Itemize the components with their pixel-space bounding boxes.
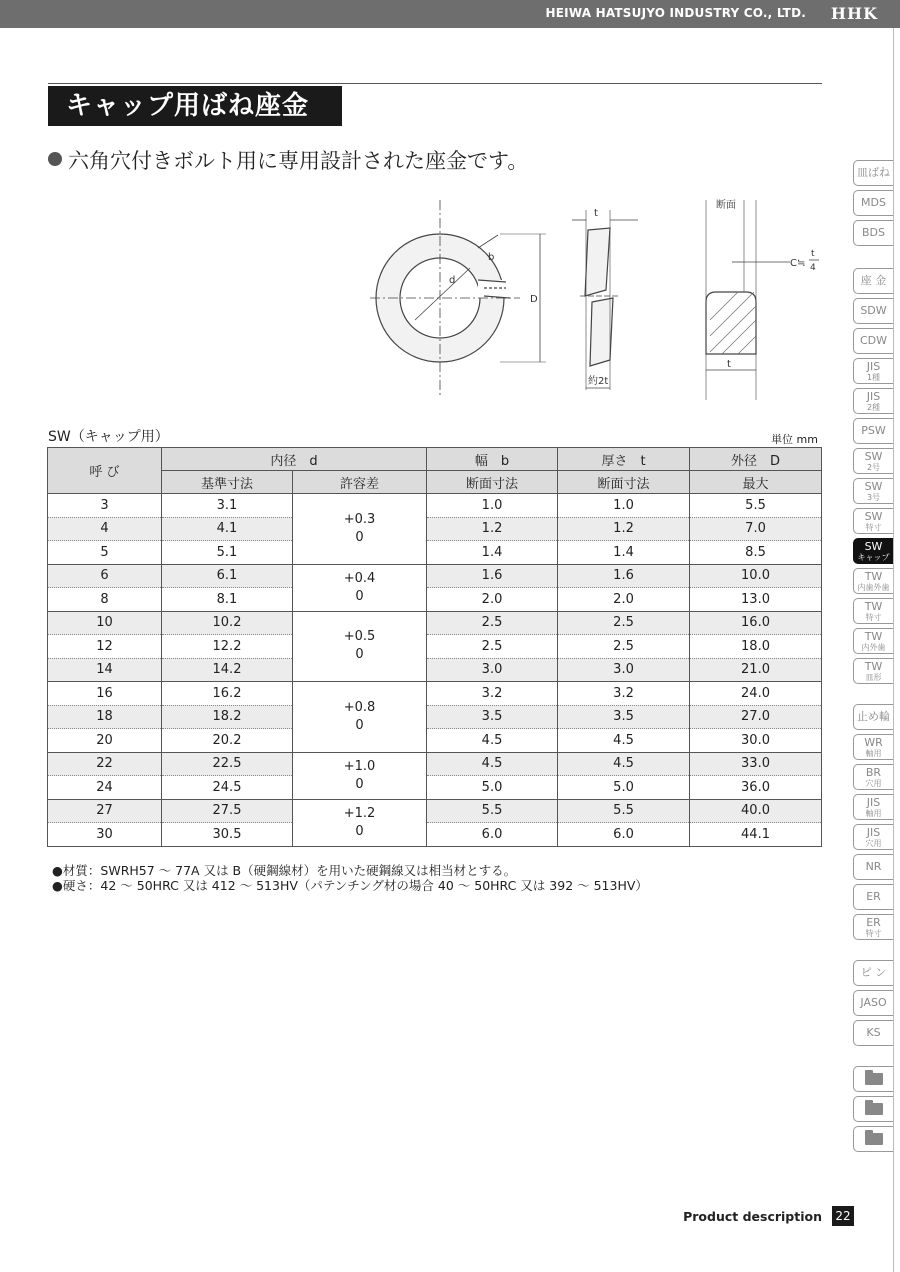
- tab-label: JIS: [866, 795, 881, 809]
- cell-outer: 8.5: [690, 541, 822, 565]
- tab-tw-special[interactable]: [853, 598, 893, 624]
- cell-inner: 18.2: [162, 705, 293, 729]
- cell-outer: 36.0: [690, 776, 822, 800]
- cell-width: 1.4: [427, 541, 558, 565]
- tab-er-special[interactable]: [853, 914, 893, 940]
- cell-tolerance: [293, 611, 427, 682]
- cell-outer: 16.0: [690, 611, 822, 635]
- tab-sublabel: 特寸: [865, 522, 882, 532]
- cell-width: 4.5: [427, 752, 558, 776]
- tab-label: WR: [864, 735, 883, 749]
- cell-outer: 7.0: [690, 517, 822, 541]
- washer-figure: [360, 190, 820, 400]
- tab-tw-dish[interactable]: [853, 658, 893, 684]
- cell-thickness: 1.0: [558, 494, 690, 518]
- cell-tolerance: [293, 494, 427, 565]
- folder-icon: [865, 1133, 883, 1145]
- tab-pin[interactable]: [853, 960, 893, 986]
- cell-width: 5.5: [427, 799, 558, 823]
- cell-tolerance: [293, 682, 427, 753]
- table-row: [48, 823, 822, 847]
- unit-label: 単位 mm: [771, 433, 818, 446]
- cell-inner: 4.1: [162, 517, 293, 541]
- cell-inner: 20.2: [162, 729, 293, 753]
- header-outer: 外径 D: [690, 448, 822, 471]
- tab-zagane[interactable]: [853, 268, 893, 294]
- cell-nominal: 14: [48, 658, 162, 682]
- tab-label: JIS: [866, 389, 881, 403]
- cell-inner: 8.1: [162, 588, 293, 612]
- table-row: [48, 517, 822, 541]
- cell-nominal: 20: [48, 729, 162, 753]
- table-row: [48, 494, 822, 518]
- tab-jis-shaft[interactable]: [853, 794, 893, 820]
- spec-table: [47, 447, 822, 847]
- tab-label: BDS: [862, 226, 885, 239]
- table-row: [48, 588, 822, 612]
- cell-nominal: 10: [48, 611, 162, 635]
- cell-width: 3.2: [427, 682, 558, 706]
- tab-label: JIS: [866, 825, 881, 839]
- side-divider: [893, 28, 894, 1272]
- cell-thickness: 6.0: [558, 823, 690, 847]
- label-t: t: [594, 208, 598, 219]
- cell-nominal: 4: [48, 517, 162, 541]
- lead-text: [48, 145, 528, 175]
- tab-label: TW: [864, 659, 883, 673]
- cell-thickness: 2.0: [558, 588, 690, 612]
- cell-outer: 21.0: [690, 658, 822, 682]
- cell-nominal: 8: [48, 588, 162, 612]
- tab-label: ピ ン: [860, 966, 887, 979]
- tab-label: MDS: [861, 196, 886, 209]
- cell-tolerance: [293, 564, 427, 611]
- page-title: キャップ用ばね座金: [48, 86, 342, 126]
- tab-folder-2[interactable]: [853, 1096, 893, 1122]
- tab-sublabel: 内歯外歯: [857, 582, 890, 592]
- tab-sw-2[interactable]: [853, 448, 893, 474]
- cell-nominal: 18: [48, 705, 162, 729]
- cell-width: 1.6: [427, 564, 558, 588]
- label-D: D: [530, 294, 538, 305]
- cell-nominal: 24: [48, 776, 162, 800]
- tab-jis-hole[interactable]: [853, 824, 893, 850]
- cell-inner: 22.5: [162, 752, 293, 776]
- cell-tolerance: [293, 752, 427, 799]
- tab-label: KS: [866, 1026, 881, 1039]
- header-outer-sub: 最大: [690, 471, 822, 494]
- tab-sublabel: 1種: [866, 372, 881, 382]
- cell-outer: 10.0: [690, 564, 822, 588]
- cell-thickness: 3.5: [558, 705, 690, 729]
- header-bar: [0, 0, 900, 28]
- cell-inner: 14.2: [162, 658, 293, 682]
- cell-outer: 18.0: [690, 635, 822, 659]
- tab-br-hole[interactable]: [853, 764, 893, 790]
- cell-width: 1.2: [427, 517, 558, 541]
- table-row: [48, 611, 822, 635]
- tab-label: CDW: [859, 334, 888, 347]
- cell-inner: 10.2: [162, 611, 293, 635]
- cell-width: 5.0: [427, 776, 558, 800]
- label-section: 断面: [716, 200, 736, 211]
- note-material: ●材質：SWRH57 ～ 77A 又は B（硬鋼線材）を用いた硬鋼線又は相当材とする。: [52, 863, 517, 878]
- tab-label: JASO: [860, 996, 887, 1009]
- table-row: [48, 541, 822, 565]
- tab-jaso[interactable]: [853, 990, 893, 1016]
- table-row: [48, 682, 822, 706]
- tab-label: JIS: [866, 359, 881, 373]
- tab-label: 座 金: [860, 274, 887, 287]
- header-thick-sub: 断面寸法: [558, 471, 690, 494]
- tol-upper: +1.2: [343, 805, 376, 821]
- cell-width: 3.0: [427, 658, 558, 682]
- table-row: [48, 776, 822, 800]
- cell-thickness: 1.6: [558, 564, 690, 588]
- tol-lower: 0: [355, 529, 364, 545]
- cell-nominal: 22: [48, 752, 162, 776]
- label-d: d: [449, 275, 456, 286]
- header-inner-tol: 許容差: [293, 471, 427, 494]
- tol-lower: 0: [355, 717, 364, 733]
- cell-width: 4.5: [427, 729, 558, 753]
- tab-label: TW: [864, 599, 883, 613]
- cell-width: 2.5: [427, 611, 558, 635]
- table-row: [48, 635, 822, 659]
- tab-sarabane[interactable]: [853, 160, 893, 186]
- bullet-icon: [48, 152, 62, 166]
- cell-thickness: 5.0: [558, 776, 690, 800]
- cell-nominal: 16: [48, 682, 162, 706]
- title-rule: [48, 83, 822, 84]
- company-name: HEIWA HATSUJYO INDUSTRY CO., LTD.: [545, 6, 806, 20]
- tab-folder-3[interactable]: [853, 1126, 893, 1152]
- tol-upper: +0.3: [343, 511, 376, 527]
- label-b: b: [488, 252, 495, 263]
- header-nominal: 呼 び: [48, 448, 162, 494]
- tab-jis-1[interactable]: [853, 358, 893, 384]
- lead-sentence: 六角穴付きボルト用に専用設計された座金です。: [68, 149, 529, 173]
- tab-sublabel: 特寸: [865, 928, 882, 938]
- tab-psw[interactable]: [853, 418, 893, 444]
- tab-label: SW: [864, 539, 883, 553]
- cell-width: 6.0: [427, 823, 558, 847]
- cell-outer: 5.5: [690, 494, 822, 518]
- label-c-den: 4: [810, 263, 816, 273]
- tol-lower: 0: [355, 588, 364, 604]
- table-row: [48, 729, 822, 753]
- tab-sublabel: 2種: [866, 402, 881, 412]
- cell-outer: 40.0: [690, 799, 822, 823]
- cell-inner: 3.1: [162, 494, 293, 518]
- tab-cdw[interactable]: [853, 328, 893, 354]
- tab-nr[interactable]: [853, 854, 893, 880]
- table-row: [48, 658, 822, 682]
- tab-sublabel: 内外歯: [861, 642, 886, 652]
- note-hardness: ●硬さ：42 ～ 50HRC 又は 412 ～ 513HV（パテンチング材の場合 40 ～ 50HRC 又は 392 ～ 513HV）: [52, 878, 648, 893]
- cell-nominal: 30: [48, 823, 162, 847]
- tab-bds[interactable]: [853, 220, 893, 246]
- tab-label: BR: [865, 765, 882, 779]
- cell-nominal: 5: [48, 541, 162, 565]
- tab-label: NR: [865, 860, 882, 873]
- tab-folder-1[interactable]: [853, 1066, 893, 1092]
- cell-outer: 24.0: [690, 682, 822, 706]
- tab-ks[interactable]: [853, 1020, 893, 1046]
- tol-upper: +0.5: [343, 629, 376, 645]
- tab-label: 止め輪: [857, 710, 890, 723]
- tab-sublabel: 2号: [866, 462, 881, 472]
- cell-thickness: 2.5: [558, 611, 690, 635]
- tab-sublabel: 軸用: [865, 808, 882, 818]
- cell-thickness: 4.5: [558, 729, 690, 753]
- tab-label: TW: [864, 629, 883, 643]
- label-c: C≒: [790, 258, 806, 269]
- tab-sw-special[interactable]: [853, 508, 893, 534]
- cell-inner: 16.2: [162, 682, 293, 706]
- tab-label: TW: [864, 569, 883, 583]
- tab-label: ER: [866, 915, 881, 929]
- cell-thickness: 3.0: [558, 658, 690, 682]
- label-2t: 約2t: [588, 376, 609, 387]
- header-width-sub: 断面寸法: [427, 471, 558, 494]
- table-row: [48, 799, 822, 823]
- cell-width: 1.0: [427, 494, 558, 518]
- page-number: 22: [832, 1206, 854, 1226]
- tab-retaining-ring[interactable]: [853, 704, 893, 730]
- tab-er[interactable]: [853, 884, 893, 910]
- tab-sw-3[interactable]: [853, 478, 893, 504]
- cell-inner: 5.1: [162, 541, 293, 565]
- header-width: 幅 b: [427, 448, 558, 471]
- header-inner: 内径 d: [162, 448, 427, 471]
- tab-sw-cap[interactable]: [853, 538, 893, 564]
- tol-lower: 0: [355, 823, 364, 839]
- tab-sublabel: 皿形: [865, 672, 882, 682]
- tab-mds[interactable]: [853, 190, 893, 216]
- cell-nominal: 3: [48, 494, 162, 518]
- tab-sublabel: 穴用: [865, 838, 882, 848]
- cell-outer: 13.0: [690, 588, 822, 612]
- cell-inner: 27.5: [162, 799, 293, 823]
- header-inner-basic: 基準寸法: [162, 471, 293, 494]
- tol-lower: 0: [355, 647, 364, 663]
- tab-wr-shaft[interactable]: [853, 734, 893, 760]
- folder-icon: [865, 1103, 883, 1115]
- label-c-num: t: [811, 249, 815, 259]
- tol-upper: +0.8: [343, 699, 376, 715]
- tol-upper: +1.0: [343, 758, 376, 774]
- cell-width: 2.5: [427, 635, 558, 659]
- tab-tw-inout[interactable]: [853, 568, 893, 594]
- folder-icon: [865, 1073, 883, 1085]
- tab-sublabel: 3号: [866, 492, 881, 502]
- tab-sublabel: キャップ: [857, 552, 890, 562]
- cell-inner: 24.5: [162, 776, 293, 800]
- cell-outer: 27.0: [690, 705, 822, 729]
- cell-thickness: 1.2: [558, 517, 690, 541]
- tab-sdw[interactable]: [853, 298, 893, 324]
- table-row: [48, 752, 822, 776]
- cell-outer: 30.0: [690, 729, 822, 753]
- notes: [52, 863, 648, 893]
- cell-inner: 6.1: [162, 564, 293, 588]
- tab-label: ER: [866, 890, 881, 903]
- cell-thickness: 3.2: [558, 682, 690, 706]
- tab-tw-inner-outer[interactable]: [853, 628, 893, 654]
- tab-sublabel: 軸用: [865, 748, 882, 758]
- tab-label: SDW: [860, 304, 887, 317]
- tab-sublabel: 特寸: [865, 612, 882, 622]
- cell-thickness: 1.4: [558, 541, 690, 565]
- cell-outer: 44.1: [690, 823, 822, 847]
- cell-inner: 12.2: [162, 635, 293, 659]
- table-row: [48, 705, 822, 729]
- table-title: SW（キャップ用）: [48, 429, 169, 445]
- cell-tolerance: [293, 799, 427, 846]
- cell-thickness: 5.5: [558, 799, 690, 823]
- cell-nominal: 27: [48, 799, 162, 823]
- tab-label: SW: [864, 449, 883, 463]
- tab-label: 皿ばね: [857, 166, 890, 179]
- table-row: [48, 564, 822, 588]
- cell-width: 3.5: [427, 705, 558, 729]
- cell-inner: 30.5: [162, 823, 293, 847]
- tab-label: PSW: [861, 424, 886, 437]
- footer-text: Product description: [683, 1209, 822, 1224]
- tab-jis-2[interactable]: [853, 388, 893, 414]
- tab-label: SW: [864, 479, 883, 493]
- tol-upper: +0.4: [343, 570, 376, 586]
- tol-lower: 0: [355, 776, 364, 792]
- cell-nominal: 12: [48, 635, 162, 659]
- company-logo: HHK: [830, 4, 878, 23]
- tab-sublabel: 穴用: [865, 778, 882, 788]
- tab-label: SW: [864, 509, 883, 523]
- cell-thickness: 4.5: [558, 752, 690, 776]
- cell-thickness: 2.5: [558, 635, 690, 659]
- cell-nominal: 6: [48, 564, 162, 588]
- cell-outer: 33.0: [690, 752, 822, 776]
- header-thickness: 厚さ t: [558, 448, 690, 471]
- label-t-section: t: [727, 359, 731, 370]
- cell-width: 2.0: [427, 588, 558, 612]
